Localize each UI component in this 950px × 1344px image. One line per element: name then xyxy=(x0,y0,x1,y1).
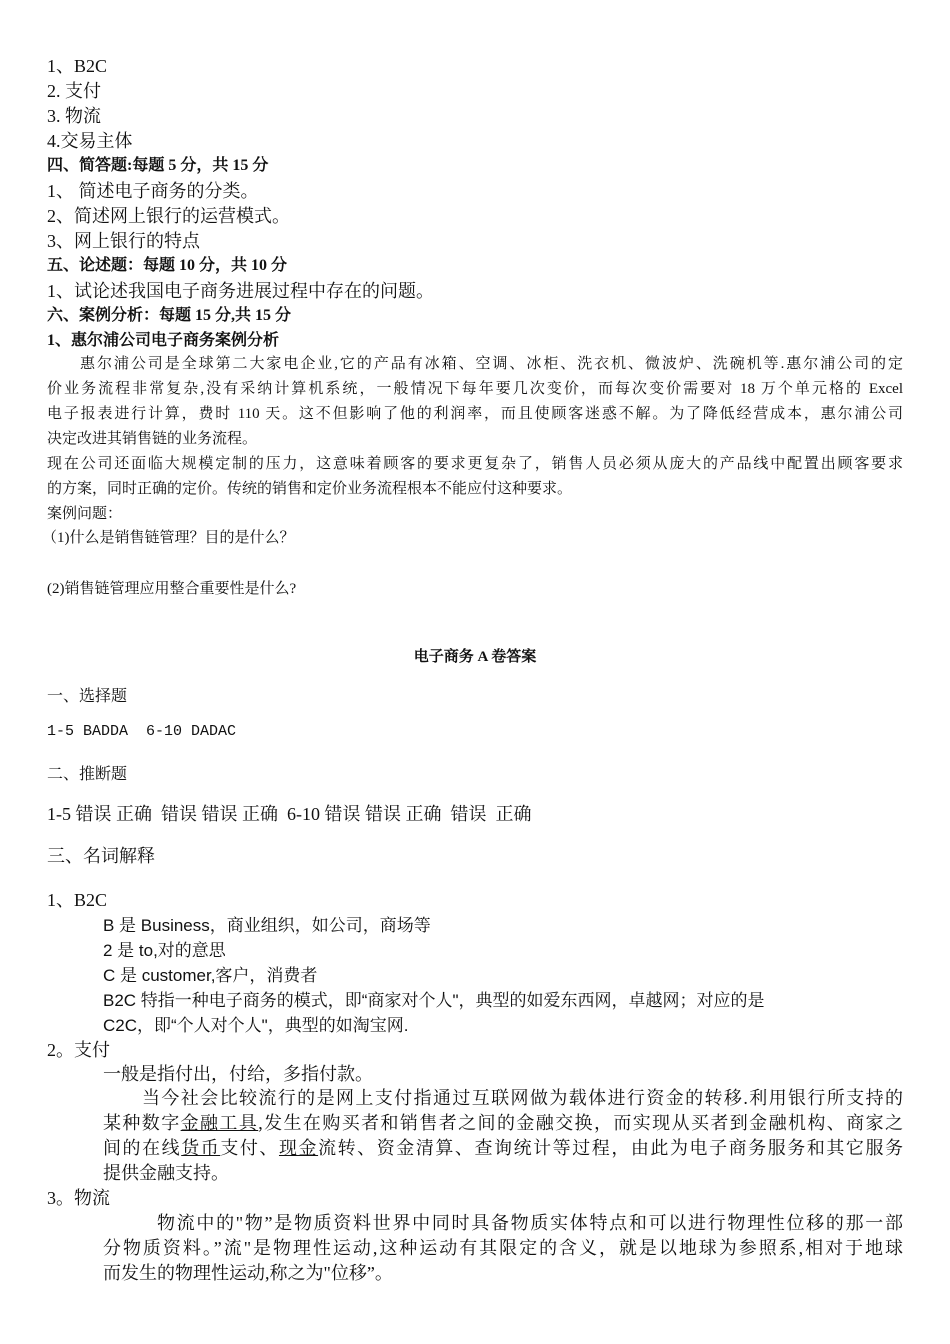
case-question-1: （1)什么是销售链管理？目的是什么？ xyxy=(42,530,295,546)
section4-title: 四、简答题:每题 5 分，共 15 分 xyxy=(47,157,269,174)
item-b2c: 1、B2C xyxy=(47,56,108,76)
item-logistics: 3. 物流 xyxy=(47,106,101,126)
section4-item: 2、简述网上银行的运营模式。 xyxy=(47,206,290,226)
link-financial-instrument[interactable]: 金融工具 xyxy=(180,1113,259,1133)
term-b2c-line: B 是 Business，商业组织，如公司，商场等 xyxy=(103,916,431,935)
term-payment-line: 一般是指付出，付给，多指付款。 xyxy=(103,1064,373,1084)
case-para1-line: 决定改进其销售链的业务流程。 xyxy=(47,431,258,447)
term-logistics-head: 3。物流 xyxy=(47,1188,110,1208)
text-run: 某种数字 xyxy=(103,1113,181,1133)
term-payment-head: 2。支付 xyxy=(47,1040,110,1060)
answers-section3-title: 三、名词解释 xyxy=(47,846,155,866)
link-cash[interactable]: 现金 xyxy=(278,1138,319,1158)
text-run: ,发生在购买者和销售者之间的金融交换，而实现从买者到金融机构、商家之 xyxy=(258,1113,903,1133)
answers-section1-line: 1-5 BADDA 6-10 DADAC xyxy=(47,723,237,740)
item-trade-subject: 4.交易主体 xyxy=(47,131,133,151)
term-payment-para-line: 提供金融支持。 xyxy=(103,1163,229,1183)
case-para1-line: 电子报表进行计算，费时 110 天。这不但影响了他的利润率，而且使顾客迷惑不解。为了降低经营成本，惠尔浦公司 xyxy=(47,406,903,422)
answers-section1-title: 一、选择题 xyxy=(47,688,128,705)
text-run: 支付、 xyxy=(220,1138,279,1158)
term-logistics-para-line: 分物质资料。”流"是物理性运动,这种运动有其限定的含义，就是以地球为参照系,相对于地球 xyxy=(103,1238,903,1258)
term-b2c-line: C 是 customer,客户，消费者 xyxy=(103,966,318,985)
case-para2-line: 现在公司还面临大规模定制的压力，这意味着顾客的要求更复杂了，销售人员必须从庞大的产品线中配置出顾客要求 xyxy=(47,456,903,472)
text-run: 间的在线 xyxy=(103,1138,182,1158)
answers-section2-title: 二、推断题 xyxy=(47,766,128,783)
term-payment-para-line xyxy=(103,1134,903,1160)
term-payment-para-line: 当今社会比较流行的是网上支付指通过互联网做为载体进行资金的转移.利用银行所支持的 xyxy=(142,1088,903,1108)
term-payment-para-line xyxy=(103,1109,903,1135)
text-run: 流转、资金清算、查询统计等过程，由此为电子商务服务和其它服务 xyxy=(318,1138,904,1158)
term-b2c-line: 2 是 to,对的意思 xyxy=(103,941,226,960)
term-logistics-para-line: 而发生的物理性运动,称之为"位移”。 xyxy=(103,1263,393,1283)
case-para1-line: 惠尔浦公司是全球第二大家电企业,它的产品有冰箱、空调、冰柜、洗衣机、微波炉、洗碗机等.惠尔浦公司的定 xyxy=(80,356,903,372)
case-question-2: (2)销售链管理应用整合重要性是什么? xyxy=(47,581,297,597)
link-currency[interactable]: 货币 xyxy=(181,1138,221,1158)
section5-item: 1、试论述我国电子商务进展过程中存在的问题。 xyxy=(47,281,434,301)
case-para2-line: 的方案，同时正确的定价。传统的销售和定价业务流程根本不能应付这种要求。 xyxy=(47,481,573,497)
item-payment: 2. 支付 xyxy=(47,81,101,101)
answers-title: 电子商务 A 卷答案 xyxy=(413,649,537,665)
section4-item: 3、网上银行的特点 xyxy=(47,231,200,251)
term-b2c-line: B2C 特指一种电子商务的模式，即“商家对个人"，典型的如爱东西网，卓越网；对应的是 xyxy=(103,991,765,1010)
section5-title: 五、论述题：每题 10 分，共 10 分 xyxy=(47,257,288,274)
case-title: 1、惠尔浦公司电子商务案例分析 xyxy=(47,332,280,349)
case-questions-label: 案例问题： xyxy=(47,506,123,522)
section4-item: 1、 简述电子商务的分类。 xyxy=(47,181,259,201)
term-logistics-para-line: 物流中的"物”是物质资料世界中同时具备物质实体特点和可以进行物理性位移的那一部 xyxy=(157,1213,903,1233)
answers-section2-line: 1-5 错误 正确 错误 错误 正确 6-10 错误 错误 正确 错误 正确 xyxy=(47,804,532,824)
term-b2c-line: C2C，即“个人对个人"，典型的如淘宝网. xyxy=(103,1016,409,1035)
case-para1-line: 价业务流程非常复杂,没有采纳计算机系统，一般情况下每年要几次变价，而每次变价需要对 18 万个单元格的 Excel xyxy=(47,381,903,397)
section6-title: 六、案例分析：每题 15 分,共 15 分 xyxy=(47,307,292,324)
term-b2c-head: 1、B2C xyxy=(47,890,108,910)
